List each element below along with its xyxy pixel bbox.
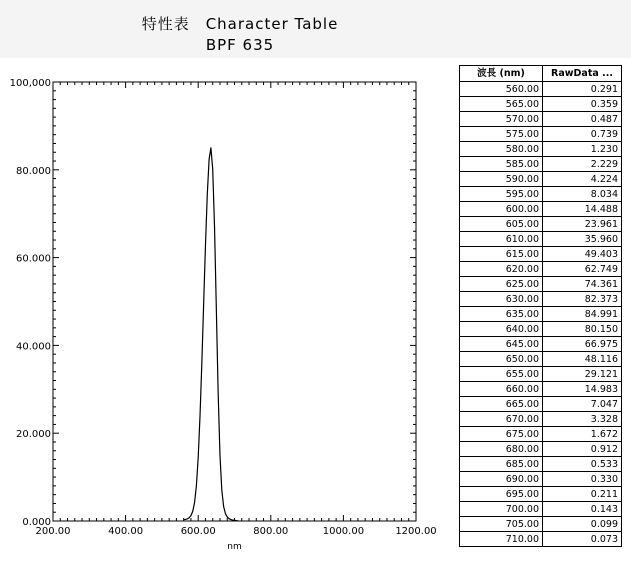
table-row [460,277,622,292]
table-header-row [460,66,622,82]
wavelength-cell: 665.00 [460,397,543,412]
wavelength-cell: 660.00 [460,382,543,397]
rawdata-cell: 29.121 [543,367,622,382]
rawdata-cell: 7.047 [543,397,622,412]
wavelength-cell: 680.00 [460,442,543,457]
wavelength-cell: 570.00 [460,112,543,127]
wavelength-cell: 560.00 [460,82,543,97]
rawdata-cell: 84.991 [543,307,622,322]
wavelength-cell: 580.00 [460,142,543,157]
rawdata-cell: 66.975 [543,337,622,352]
wavelength-cell: 620.00 [460,262,543,277]
table-row [460,112,622,127]
table-row [460,412,622,427]
rawdata-cell: 0.533 [543,457,622,472]
rawdata-cell: 23.961 [543,217,622,232]
rawdata-cell: 0.099 [543,517,622,532]
x-tick-label: 400.00 [108,526,144,537]
table-row [460,502,622,517]
table-row [460,352,622,367]
table-row [460,82,622,97]
table-row [460,157,622,172]
wavelength-cell: 675.00 [460,427,543,442]
wavelength-cell: 690.00 [460,472,543,487]
rawdata-cell: 62.749 [543,262,622,277]
rawdata-cell: 8.034 [543,187,622,202]
table-row [460,337,622,352]
y-tick-label: 20.000 [16,429,51,441]
rawdata-cell: 0.211 [543,487,622,502]
table-row [460,247,622,262]
table-row [460,472,622,487]
rawdata-cell: 1.672 [543,427,622,442]
rawdata-cell: 35.960 [543,232,622,247]
rawdata-cell: 3.328 [543,412,622,427]
y-tick-label: 80.000 [16,165,51,177]
rawdata-cell: 0.359 [543,97,622,112]
rawdata-cell: 0.739 [543,127,622,142]
x-tick-label: 800.00 [253,526,289,537]
wavelength-cell: 700.00 [460,502,543,517]
table-row [460,442,622,457]
rawdata-cell: 0.487 [543,112,622,127]
rawdata-cell: 0.912 [543,442,622,457]
table-row [460,142,622,157]
table-row [460,217,622,232]
table-row [460,397,622,412]
wavelength-cell: 685.00 [460,457,543,472]
table-row [460,532,622,547]
wavelength-cell: 575.00 [460,127,543,142]
rawdata-cell: 0.330 [543,472,622,487]
rawdata-cell: 0.143 [543,502,622,517]
rawdata-cell: 0.291 [543,82,622,97]
wavelength-cell: 635.00 [460,307,543,322]
table-row [460,367,622,382]
wavelength-cell: 655.00 [460,367,543,382]
x-tick-label: 1000.00 [322,526,365,537]
plot-frame [53,82,416,521]
rawdata-cell: 4.224 [543,172,622,187]
wavelength-cell: 600.00 [460,202,543,217]
y-tick-label: 60.000 [16,253,51,265]
wavelength-cell: 615.00 [460,247,543,262]
wavelength-cell: 670.00 [460,412,543,427]
wavelength-cell: 630.00 [460,292,543,307]
rawdata-cell: 49.403 [543,247,622,262]
rawdata-cell: 0.073 [543,532,622,547]
chart-subtitle: BPF 635 [205,36,275,54]
x-axis-label: nm [227,542,242,552]
character-table [459,65,622,547]
rawdata-cell: 82.373 [543,292,622,307]
wavelength-cell: 565.00 [460,97,543,112]
table-row [460,427,622,442]
table-body [460,82,622,547]
table-row [460,187,622,202]
wavelength-cell: 625.00 [460,277,543,292]
table-row [460,172,622,187]
x-tick-label: 1200.00 [395,526,437,537]
rawdata-column-header: RawData ... [543,66,622,82]
wavelength-cell: 595.00 [460,187,543,202]
table-row [460,232,622,247]
rawdata-cell: 14.983 [543,382,622,397]
chart-title: 特性表 Character Table [141,15,339,33]
wavelength-cell: 710.00 [460,532,543,547]
wavelength-cell: 640.00 [460,322,543,337]
rawdata-cell: 1.230 [543,142,622,157]
wavelength-column-header: 波長 (nm) [460,66,543,82]
rawdata-cell: 2.229 [543,157,622,172]
table-row [460,382,622,397]
table-row [460,517,622,532]
wavelength-cell: 610.00 [460,232,543,247]
rawdata-cell: 74.361 [543,277,622,292]
wavelength-cell: 585.00 [460,157,543,172]
table-row [460,202,622,217]
table-row [460,97,622,112]
wavelength-cell: 650.00 [460,352,543,367]
wavelength-cell: 695.00 [460,487,543,502]
table-row [460,127,622,142]
x-tick-label: 200.00 [35,526,71,537]
spectrum-chart [0,60,450,560]
table-row [460,322,622,337]
y-tick-label: 100,000 [9,78,51,89]
table-row [460,457,622,472]
wavelength-cell: 605.00 [460,217,543,232]
table-row [460,262,622,277]
rawdata-cell: 80.150 [543,322,622,337]
y-tick-label: 40.000 [16,341,51,353]
wavelength-cell: 645.00 [460,337,543,352]
x-tick-label: 600.00 [180,526,216,537]
table-row [460,307,622,322]
y-tick-label: 0.000 [22,517,51,528]
series-line [184,148,238,521]
wavelength-cell: 590.00 [460,172,543,187]
rawdata-cell: 14.488 [543,202,622,217]
table-row [460,292,622,307]
wavelength-cell: 705.00 [460,517,543,532]
table-row [460,487,622,502]
rawdata-cell: 48.116 [543,352,622,367]
